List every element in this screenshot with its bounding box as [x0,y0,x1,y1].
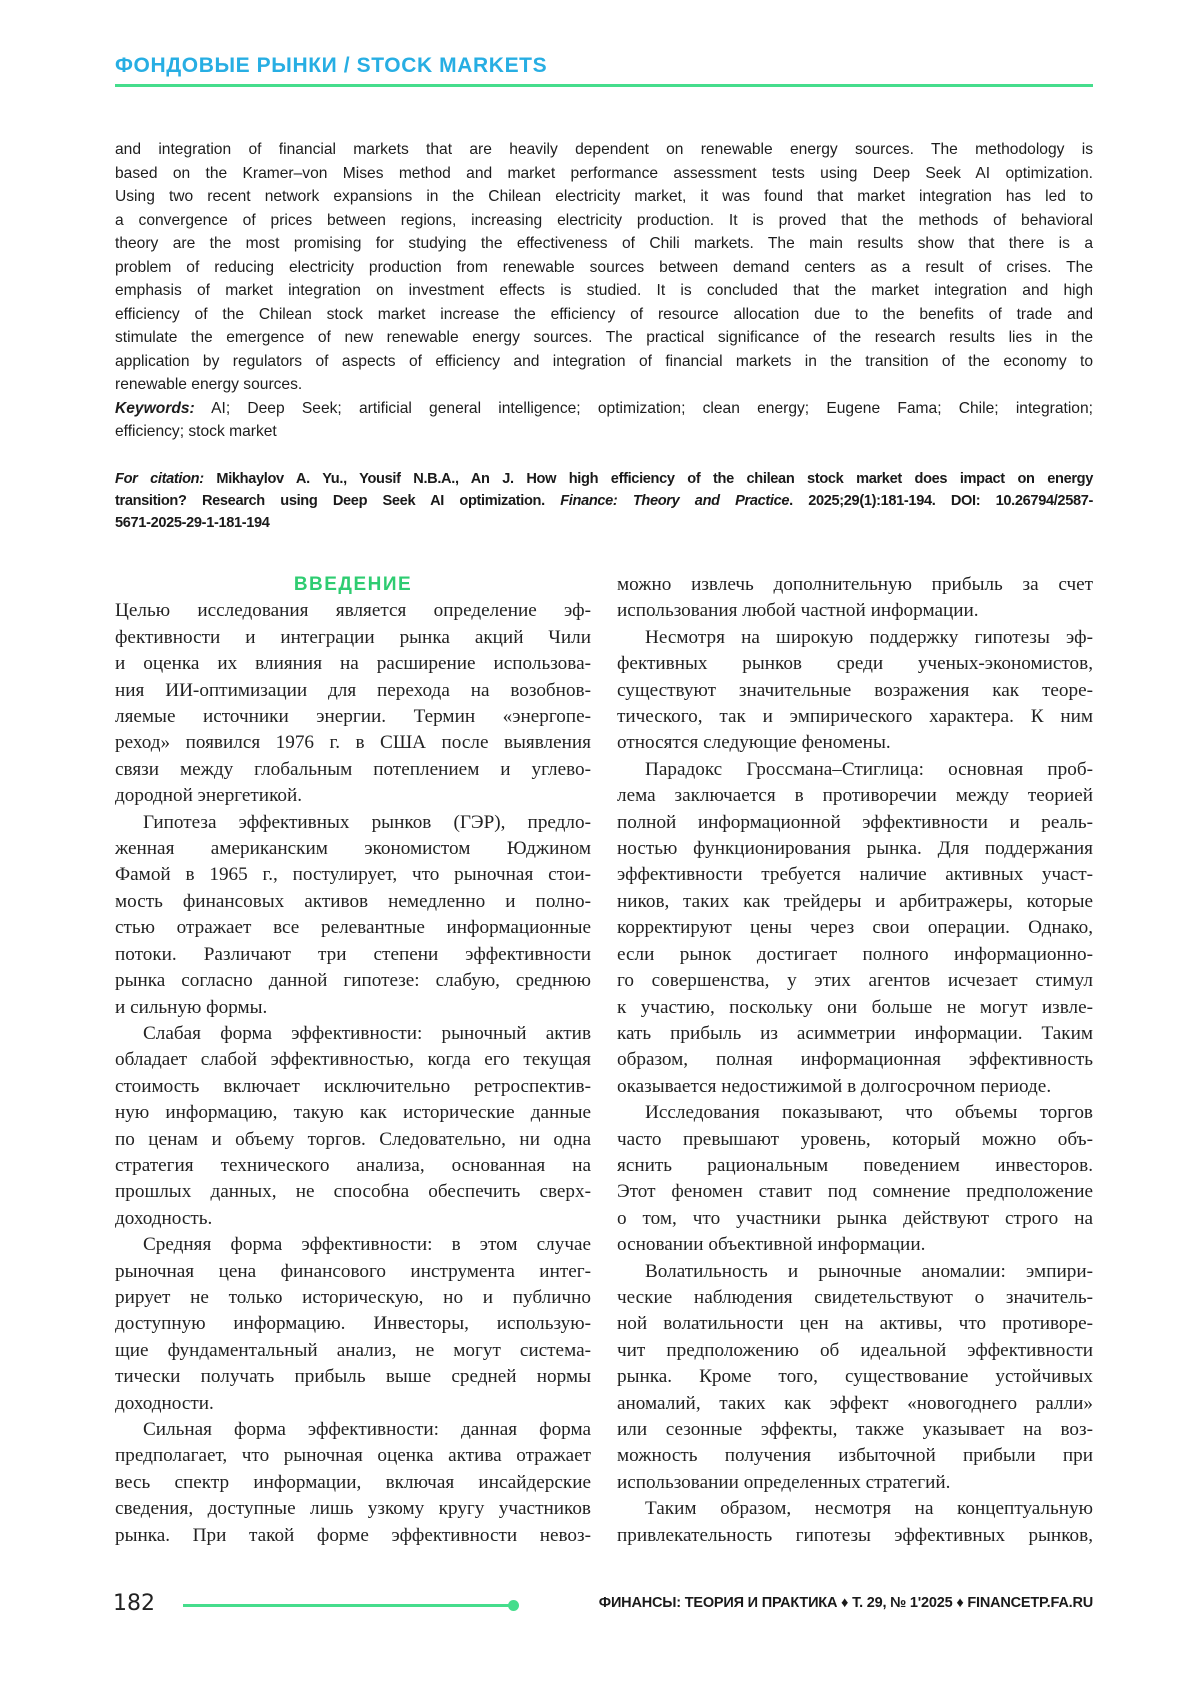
citation-text: transition? Research using Deep Seek AI optimization. [115,493,561,509]
text-line: ностью функционирования рынка. Для поддержания [617,838,1093,860]
section-heading: ВВЕДЕНИЕ [293,574,413,595]
text-line: лема заключается в противоречии между теорией [617,785,1093,807]
text-line: чит предположению об идеальной эффективности [617,1339,1093,1361]
paragraph [617,625,1093,757]
text-line: Средняя форма эффективности: в этом случае [143,1234,591,1256]
abstract-line: theory are the most promising for studying the effectiveness of Chili markets. The main results show that there is a [115,235,1093,252]
journal-name: Finance: Theory and Practice [560,493,790,509]
paragraph [617,1496,1093,1549]
text-line: рирует не только историческую, но и публично [115,1286,591,1308]
text-line: фективности и интеграции рынка акций Чили [115,626,591,648]
abstract-line: Using two recent network expansions in the Chilean electricity market, it was found that market integration has led to [115,188,1093,205]
text-line: привлекательность гипотезы эффективных рынков, [617,1524,1093,1546]
keywords-line [115,397,1093,421]
text-line: Таким образом, несмотря на концептуальную [645,1498,1093,1520]
text-line: стоимость включает исключительно ретроспектив- [115,1075,591,1097]
text-line: тически получать прибыль выше средней нормы [115,1366,591,1388]
text-line: использования любой частной информации. [617,600,979,622]
text-line: Парадокс Гроссмана–Стиглица: основная проб- [645,758,1093,780]
text-line: связи между глобальным потеплением и углево- [115,758,591,780]
footer-divider [183,1604,513,1607]
text-line: рынка. При такой форме эффективности невоз- [115,1524,591,1546]
abstract-text [115,138,1093,397]
abstract-line: emphasis of market integration on investment effects is studied. It is concluded that the market integration and high [115,282,1093,299]
text-line: стратегия технического анализа, основанная на [115,1154,591,1176]
citation [115,468,1093,534]
text-line: Волатильность и рыночные аномалии: эмпири- [645,1260,1093,1282]
text-line: предполагает, что рыночная оценка актива отражает [115,1445,591,1467]
text-line: сведения, доступные лишь узкому кругу участников [115,1498,591,1520]
journal-footer: ФИНАНСЫ: ТЕОРИЯ И ПРАКТИКА ♦ Т. 29, № 1'2025 ♦ FINANCETP.FA.RU [598,1595,1093,1611]
text-line: го совершенства, у этих агентов исчезает стимул [617,970,1093,992]
text-line: часто превышают уровень, который можно объ- [617,1128,1093,1150]
paragraph [617,1259,1093,1497]
text-line: о том, что участники рынка действуют строго на [617,1207,1093,1229]
citation-line [115,490,1093,512]
text-line: Сильная форма эффективности: данная форма [143,1419,591,1440]
text-line: щие фундаментальный анализ, не могут система- [115,1339,591,1361]
text-line: можность получения избыточной прибыли при [617,1445,1093,1467]
citation-text: Mikhaylov A. Yu., Yousif N.B.A., An J. How high efficiency of the chilean stock market does impact on energy [203,471,1093,487]
paragraph [115,1232,591,1417]
text-line: использовании определенных стратегий. [617,1471,951,1493]
text-line: ников, таких как трейдеры и арбитражеры, которые [617,890,1093,912]
abstract-line: based on the Kramer–von Mises method and market performance assessment tests using Deep Seek AI optimization. [115,164,1093,182]
paragraph [115,598,591,809]
citation-doi: . 2025;29(1):181-194. DOI: 10.26794/2587- [789,493,1094,509]
paragraph [617,1100,1093,1258]
abstract-line: a convergence of prices between regions, increasing electricity production. It is proved that the methods of behavioral [115,211,1093,229]
body-column-right [617,572,1093,1549]
text-line: Несмотря на широкую поддержку гипотезы эф- [645,626,1093,648]
text-line: Фамой в 1965 г., постулирует, что рыночная стои- [115,864,591,886]
text-line: образом, полная информационная эффективность [617,1049,1093,1071]
text-line: по ценам и объему торгов. Следовательно, ни одна [115,1128,591,1150]
text-line: доходности. [115,1392,214,1414]
text-line: рынка. Кроме того, существование устойчивых [617,1366,1093,1388]
text-line: рынка согласно данной гипотезе: слабую, среднюю [115,970,591,992]
citation-doi-cont: 5671-2025-29-1-181-194 [115,515,270,531]
text-line: стью отражает все релевантные информационные [115,917,591,939]
text-line: дородной энергетикой. [115,785,303,807]
text-line: или сезонные эффекты, также указывает на воз- [617,1419,1093,1440]
text-line: аномалий, таких как эффект «новогоднего ралли» [617,1392,1093,1414]
abstract-line: problem of reducing electricity production from renewable sources between demand centers as a result of crises. The [115,258,1093,276]
paragraph [617,757,1093,1100]
text-line: корректируют цены через свои операции. Однако, [617,917,1093,939]
text-line: тического, так и эмпирического характера. К ним [617,706,1093,728]
abstract-line: renewable energy sources. [115,376,303,393]
text-line: Целью исследования является определение эф- [115,600,591,622]
keywords-label: Keywords: [115,399,195,417]
text-line: если рынок достигает полного информационно- [617,943,1093,965]
text-line: оказывается недостижимой в долгосрочном периоде. [617,1075,1052,1097]
text-line: относятся следующие феномены. [617,732,891,754]
abstract-line: and integration of financial markets that are heavily dependent on renewable energy sources. The methodology is [115,141,1093,158]
text-line: Этот феномен ставит под сомнение предположение [617,1181,1093,1203]
text-line: кать прибыль из асимметрии информации. Таким [617,1022,1093,1044]
keywords-text-cont: efficiency; stock market [115,423,277,440]
abstract [115,138,1093,444]
text-line: доходность. [115,1207,213,1229]
text-line: Слабая форма эффективности: рыночный актив [143,1022,591,1044]
text-line: фективных рынков среди ученых-экономистов, [617,653,1093,675]
page-number: 182 [113,1591,155,1616]
text-line: эффективности требуется наличие активных участ- [617,864,1093,886]
paragraph [115,1021,591,1232]
text-line: рыночная цена финансового инструмента интег- [115,1260,591,1282]
text-line: мость финансовых активов немедленно и полно- [115,890,591,912]
text-line: и сильную формы. [115,996,268,1018]
paragraph [115,1417,591,1549]
text-line: весь спектр информации, включая инсайдерские [115,1471,591,1493]
text-line: обладает слабой эффективностью, когда его текущая [115,1049,591,1071]
text-line: и оценка их влияния на расширение использова- [115,653,591,675]
section-title: ФОНДОВЫЕ РЫНКИ / STOCK MARKETS [115,54,548,77]
text-line: ной волатильности цен на активы, что противоре- [617,1313,1093,1335]
abstract-line: stimulate the emergence of new renewable energy sources. The practical significance of the research results lies in the [115,329,1093,346]
text-line: ческие наблюдения свидетельствуют о значитель- [617,1286,1093,1308]
text-line: можно извлечь дополнительную прибыль за счет [617,574,1093,595]
text-line: реход» появился 1976 г. в США после выявления [115,732,591,754]
text-line: яснить рациональным поведением инвесторов. [617,1154,1093,1176]
paragraph [115,810,591,1021]
paragraph [617,572,1093,625]
text-line: женная американским экономистом Юджином [115,838,591,860]
citation-label: For citation: [115,471,204,487]
footer-dot-icon [508,1600,519,1611]
text-line: полной информационной эффективности и реаль- [617,811,1093,833]
text-line: потоки. Различают три степени эффективности [115,943,591,965]
header-divider [115,84,1093,87]
text-line: к участию, поскольку они больше не могут извле- [617,996,1093,1018]
text-line: прошлых данных, не способна обеспечить сверх- [115,1181,591,1203]
text-line: ния ИИ-оптимизации для перехода на возобнов- [115,679,591,701]
body-column-left [115,572,591,1549]
text-line: доступную информацию. Инвесторы, использую- [115,1313,591,1335]
text-line: ную информацию, такую как исторические данные [115,1102,591,1124]
text-line: Гипотеза эффективных рынков (ГЭР), предло- [143,811,591,833]
text-line: Исследования показывают, что объемы торгов [645,1102,1093,1124]
citation-line [115,468,1093,490]
text-line: существуют значительные возражения как теоре- [617,679,1093,701]
abstract-line: efficiency of the Chilean stock market increase the efficiency of resource allocation due to the benefits of trade and [115,305,1093,323]
abstract-line: application by regulators of aspects of efficiency and integration of financial markets in the transition of the economy to [115,352,1093,370]
text-line: основании объективной информации. [617,1234,926,1256]
keywords-text: AI; Deep Seek; artificial general intelligence; optimization; clean energy; Eugene Fama; Chile; integration; [194,399,1093,417]
text-line: ляемые источники энергии. Термин «энергопе- [115,706,591,728]
